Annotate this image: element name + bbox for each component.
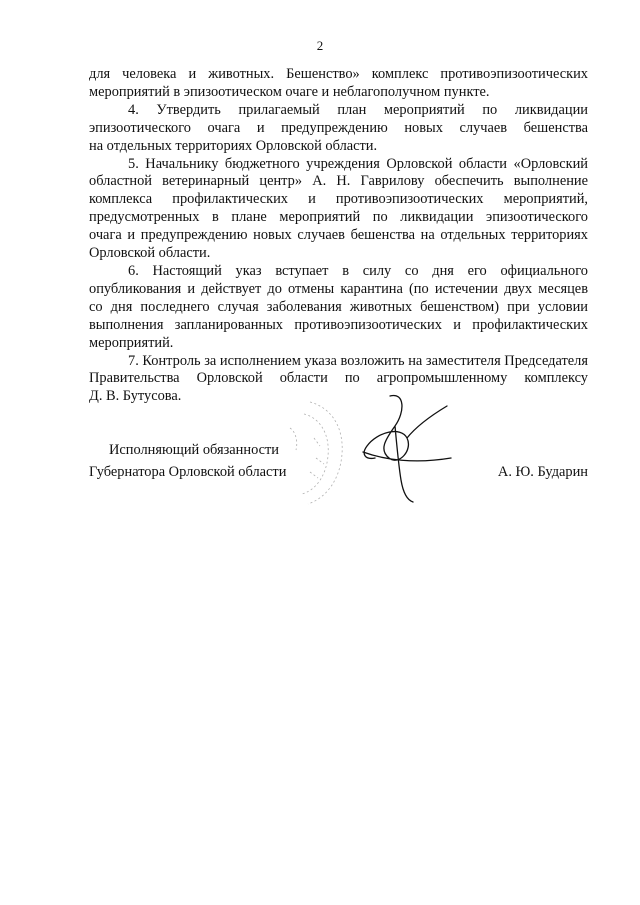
text-line: опубликования и действует до отмены карантина (по истечении двух месяцев: [89, 280, 588, 297]
text-line: на отдельных территориях Орловской области.: [89, 137, 378, 154]
text-line: очага и предупреждению новых случаев бешенства на отдельных территориях: [89, 227, 588, 244]
text-line: 7. Контроль за исполнением указа возложить на заместителя Председателя: [128, 352, 588, 369]
official-seal-mark: [270, 398, 350, 508]
page-number: 2: [316, 38, 324, 53]
text-line: со дня последнего случая заболевания животных бешенством) при условии: [89, 298, 588, 315]
document-body: [89, 66, 588, 406]
text-line: выполнения запланированных противоэпизоотических и профилактических: [89, 316, 588, 333]
text-line: 4. Утвердить прилагаемый план мероприятий по ликвидации: [128, 101, 588, 118]
signer-position-line-1: Исполняющий обязанности: [109, 442, 280, 458]
text-line: предусмотренных в плане мероприятий по ликвидации эпизоотического: [89, 209, 588, 226]
text-line: 5. Начальнику бюджетного учреждения Орловской области «Орловский: [128, 155, 588, 172]
signer-position-line-2: Губернатора Орловской области: [89, 464, 287, 480]
text-line: мероприятий.: [89, 334, 174, 351]
text-line: мероприятий в эпизоотическом очаге и неблагополучном пункте.: [89, 83, 490, 100]
text-line: эпизоотического очага и предупреждению новых случаев бешенства: [89, 119, 588, 136]
handwritten-signature: [355, 388, 455, 508]
text-line: Орловской области.: [89, 245, 211, 262]
text-line: комплекса профилактических и противоэпизоотических мероприятий,: [89, 191, 588, 208]
text-line: для человека и животных. Бешенство» комплекс противоэпизоотических: [89, 66, 588, 82]
text-line: Д. В. Бутусова.: [89, 388, 182, 405]
text-line: областной ветеринарный центр» А. Н. Гаврилову обеспечить выполнение: [89, 173, 588, 190]
text-line: 6. Настоящий указ вступает в силу со дня его официального: [128, 262, 588, 279]
signer-name: А. Ю. Бударин: [497, 464, 588, 480]
text-line: Правительства Орловской области по агропромышленному комплексу: [89, 370, 588, 387]
